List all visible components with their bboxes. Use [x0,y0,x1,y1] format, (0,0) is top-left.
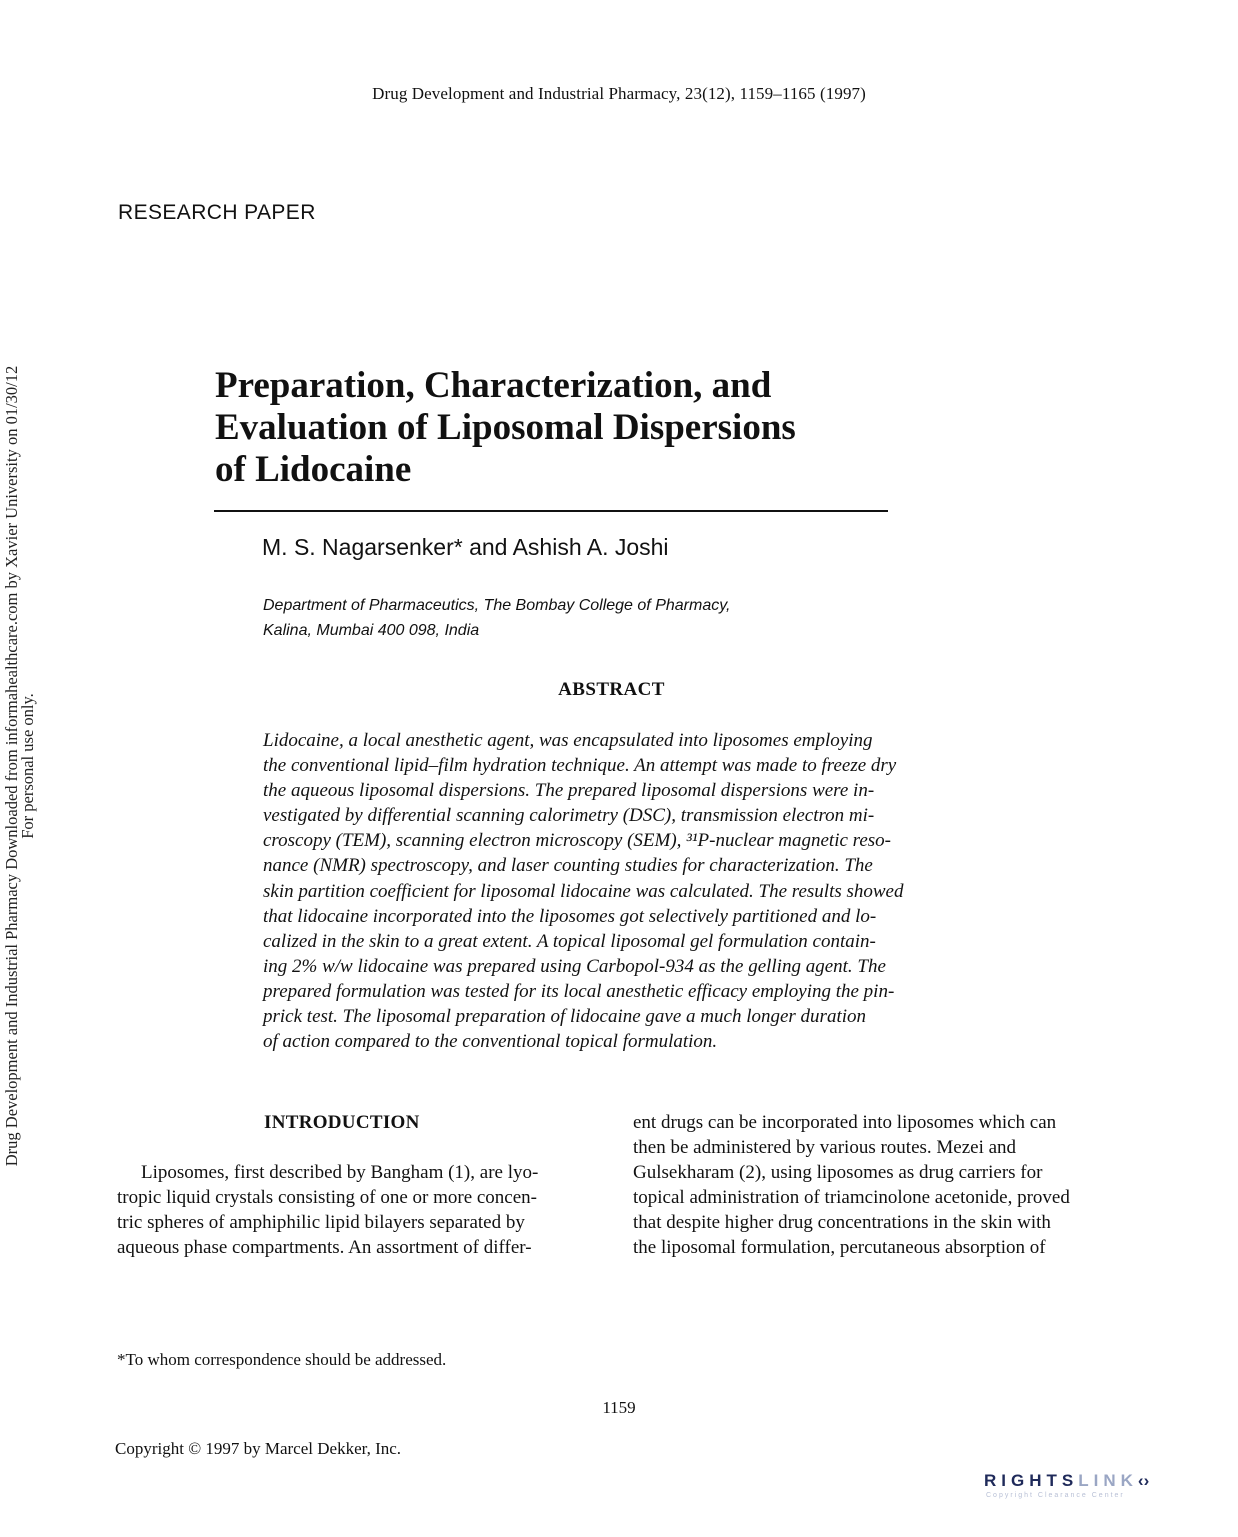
title-rule [214,510,888,512]
download-notice-line-2: For personal use only. [18,693,37,839]
abstract-line: that lidocaine incorporated into the liposomes got selectively partitioned and lo- [263,905,877,927]
download-notice-line-1: Drug Development and Industrial Pharmacy Downloaded from informahealthcare.com by Xavier University on 01/30/12 [2,365,21,1167]
abstract-line: Lidocaine, a local anesthetic agent, was encapsulated into liposomes employing [263,730,873,751]
abstract-line: prepared formulation was tested for its local anesthetic efficacy employing the pin- [263,980,895,1002]
body-line: Gulsekharam (2), using liposomes as drug carriers for [633,1162,1043,1184]
copyright-notice: Copyright © 1997 by Marcel Dekker, Inc. [115,1439,402,1458]
abstract-line: of action compared to the conventional topical formulation. [263,1031,718,1053]
paper-title [215,365,915,491]
affiliation-line-2: Kalina, Mumbai 400 098, India [263,622,480,639]
abstract-line: vestigated by differential scanning calorimetry (DSC), transmission electron mi- [263,805,875,827]
authors: M. S. Nagarsenker* and Ashish A. Joshi [262,534,669,560]
download-notice [4,357,36,1175]
introduction-right-column [633,1110,1110,1261]
body-line: tropic liquid crystals consisting of one or more concen- [117,1187,538,1209]
title-line-1: Preparation, Characterization, and [215,365,772,406]
body-line: then be administered by various routes. Mezei and [633,1137,1017,1159]
abstract-line: skin partition coefficient for liposomal lidocaine was calculated. The results showed [263,880,904,902]
abstract-line: prick test. The liposomal preparation of lidocaine gave a much longer duration [263,1006,867,1028]
section-label: RESEARCH PAPER [118,201,316,224]
body-line: ent drugs can be incorporated into liposomes which can [633,1112,1057,1133]
journal-header: Drug Development and Industrial Pharmacy, 23(12), 1159–1165 (1997) [372,84,866,103]
body-line: tric spheres of amphiphilic lipid bilayers separated by [117,1212,525,1234]
abstract-line: ing 2% w/w lidocaine was prepared using Carbopol-934 as the gelling agent. The [263,955,886,977]
correspondence-footnote: *To whom correspondence should be addressed. [117,1350,447,1369]
body-line: aqueous phase compartments. An assortment of differ- [117,1237,532,1259]
abstract-line: the aqueous liposomal dispersions. The prepared liposomal dispersions were in- [263,780,875,802]
rightslink-subtitle: Copyright Clearance Center [986,1492,1125,1499]
abstract-line: calized in the skin to a great extent. A topical liposomal gel formulation contain- [263,930,876,952]
abstract-body [263,728,960,1054]
title-line-3: of Lidocaine [215,449,412,490]
affiliation-line-1: Department of Pharmaceutics, The Bombay College of Pharmacy, [263,597,731,614]
body-line: Liposomes, first described by Bangham (1), are lyo- [141,1162,539,1183]
rightslink-logo[interactable] [984,1471,1224,1511]
affiliation [263,593,730,643]
abstract-line: the conventional lipid–film hydration technique. An attempt was made to freeze dry [263,755,897,777]
rightslink-light-text: LINK [1078,1471,1138,1490]
body-line: that despite higher drug concentrations in the skin with [633,1212,1051,1234]
abstract-heading: ABSTRACT [558,679,665,700]
body-line: the liposomal formulation, percutaneous absorption of [633,1237,1046,1259]
title-line-2: Evaluation of Liposomal Dispersions [215,407,796,448]
introduction-heading: INTRODUCTION [264,1112,420,1133]
rightslink-wordmark [984,1471,1224,1491]
introduction-left-column [117,1160,581,1260]
body-line: topical administration of triamcinolone acetonide, proved [633,1187,1070,1209]
abstract-line: nance (NMR) spectroscopy, and laser counting studies for characterization. The [263,855,873,877]
page-number: 1159 [602,1398,636,1417]
abstract-line: croscopy (TEM), scanning electron microscopy (SEM), ³¹P-nuclear magnetic reso- [263,830,892,852]
rightslink-arrow-icon: ‹› [1137,1471,1150,1490]
rightslink-dark-text: RIGHTS [984,1471,1079,1490]
